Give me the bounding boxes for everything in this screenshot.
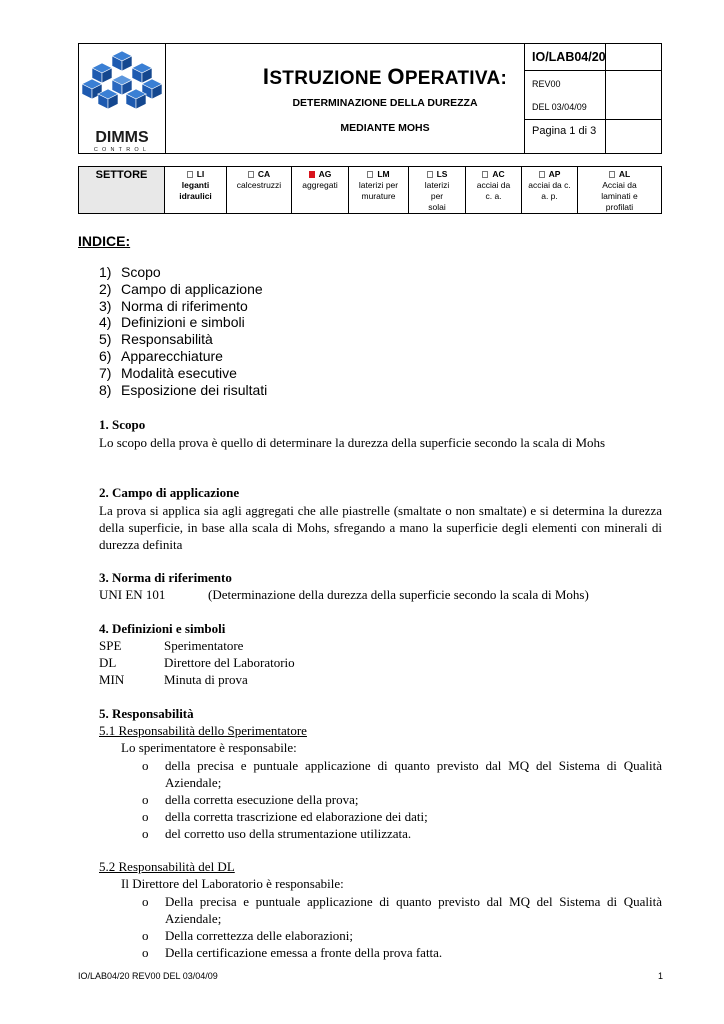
- checkbox-lm: [367, 171, 373, 178]
- settore-cell-ap: AP acciai da c. a. p.: [522, 167, 578, 213]
- list-item: o Della correttezza delle elaborazioni;: [142, 928, 354, 943]
- symbol-description: Direttore del Laboratorio: [164, 655, 295, 670]
- checkbox-ls: [427, 171, 433, 178]
- document-subtitle-line1: DETERMINAZIONE DELLA DUREZZA: [292, 97, 478, 109]
- footer-page-number: 1: [658, 971, 664, 981]
- checkbox-ac: [482, 171, 488, 178]
- logo-text: DIMMS: [95, 129, 149, 146]
- settore-label: SETTORE: [79, 167, 165, 213]
- section-5-title: 5. Responsabilità: [99, 706, 194, 721]
- logo-cell: [79, 44, 166, 153]
- checkbox-ag-checked: [309, 171, 315, 178]
- document-date: DEL 03/04/09: [532, 102, 587, 112]
- document-title: ISTRUZIONE OPERATIVA:: [262, 64, 508, 89]
- document-code: IO/LAB04/20: [532, 50, 606, 64]
- toc-item: 8) Esposizione dei risultati: [99, 381, 268, 398]
- document-revision: REV00: [532, 79, 561, 89]
- cube-top: [112, 51, 132, 71]
- list-item: o della precisa e puntuale applicazione di quanto previsto dal MQ del Sistema di Qualità Aziendale;: [142, 758, 662, 790]
- section-2-text: La prova si applica sia agli aggregati che alle piastrelle (smaltate o non smaltate) e si determina la durezza della superficie, in base alla scala di Mohs, sfregando a mano la superficie degli elementi con minerali di durezza definita: [99, 503, 662, 552]
- symbol: SPE: [99, 638, 122, 653]
- section-1-title: 1. Scopo: [99, 417, 146, 432]
- divider: [524, 119, 662, 120]
- settore-cell-lm: LM laterizi per murature: [349, 167, 409, 213]
- norm-code: UNI EN 101: [99, 587, 166, 602]
- settore-cell-li: LI leganti idraulici: [165, 167, 227, 213]
- list-item: o del corretto uso della strumentazione utilizzata.: [142, 826, 412, 841]
- section-3-title: 3. Norma di riferimento: [99, 570, 232, 585]
- document-header: [78, 43, 662, 154]
- checkbox-al: [609, 171, 615, 178]
- section-2-title: 2. Campo di applicazione: [99, 485, 240, 500]
- logo-subtext: CONTROL: [93, 147, 151, 153]
- toc-item: 7) Modalità esecutive: [99, 364, 237, 381]
- checkbox-ap: [539, 171, 545, 178]
- symbol-description: Sperimentatore: [164, 638, 244, 653]
- document-code-cell: [524, 44, 663, 153]
- footer-document-id: IO/LAB04/20 REV00 DEL 03/04/09: [78, 971, 218, 981]
- table-of-contents: [99, 264, 267, 398]
- symbol-description: Minuta di prova: [164, 672, 248, 687]
- settore-cell-ls: LS laterizi per solai: [409, 167, 466, 213]
- norm-description: (Determinazione della durezza della superficie secondo la scala di Mohs): [208, 587, 589, 602]
- section-4-title: 4. Definizioni e simboli: [99, 621, 226, 636]
- list-item: o della corretta trascrizione ed elaborazione dei dati;: [142, 809, 428, 824]
- toc-item: 5) Responsabilità: [99, 331, 213, 348]
- subsection-5-2-intro: Il Direttore del Laboratorio è responsabile:: [121, 876, 344, 891]
- settore-cell-al: AL Acciai da laminati e profilati: [601, 169, 638, 212]
- list-item: o Della precisa e puntuale applicazione di quanto previsto dal MQ del Sistema di Qualità Aziendale;: [142, 894, 662, 926]
- divider: [524, 70, 662, 71]
- toc-item: 4) Definizioni e simboli: [99, 314, 245, 331]
- toc-item: 2) Campo di applicazione: [99, 280, 263, 297]
- settore-cell-ag: AG aggregati: [292, 167, 349, 213]
- list-item: o della corretta esecuzione della prova;: [142, 792, 359, 807]
- checkbox-ca: [248, 171, 254, 178]
- document-subtitle-line2: MEDIANTE MOHS: [340, 122, 430, 134]
- list-item: o Della certificazione emessa a fronte della prova fatta.: [142, 945, 443, 960]
- section-1-text: Lo scopo della prova è quello di determinare la durezza della superficie secondo la scala di Mohs: [99, 435, 606, 450]
- subsection-5-1-title: 5.1 Responsabilità dello Sperimentatore: [99, 723, 307, 738]
- toc-item: 6) Apparecchiature: [99, 347, 223, 364]
- symbol: DL: [99, 655, 117, 670]
- toc-item: 1) Scopo: [99, 264, 161, 280]
- indice-title: INDICE:: [78, 233, 131, 249]
- page-counter: Pagina 1 di 3: [532, 125, 597, 137]
- checkbox-li: [187, 171, 193, 178]
- symbol: MIN: [99, 672, 125, 687]
- subsection-5-2-title: 5.2 Responsabilità del DL: [99, 859, 235, 874]
- settore-cell-ac: AC acciai da c. a.: [466, 167, 522, 213]
- dimms-logo: [79, 44, 165, 153]
- settore-table: [78, 166, 662, 214]
- settore-cell-ca: CA calcestruzzi: [227, 167, 292, 213]
- subsection-5-1-intro: Lo sperimentatore è responsabile:: [121, 740, 297, 755]
- toc-item: 3) Norma di riferimento: [99, 297, 248, 314]
